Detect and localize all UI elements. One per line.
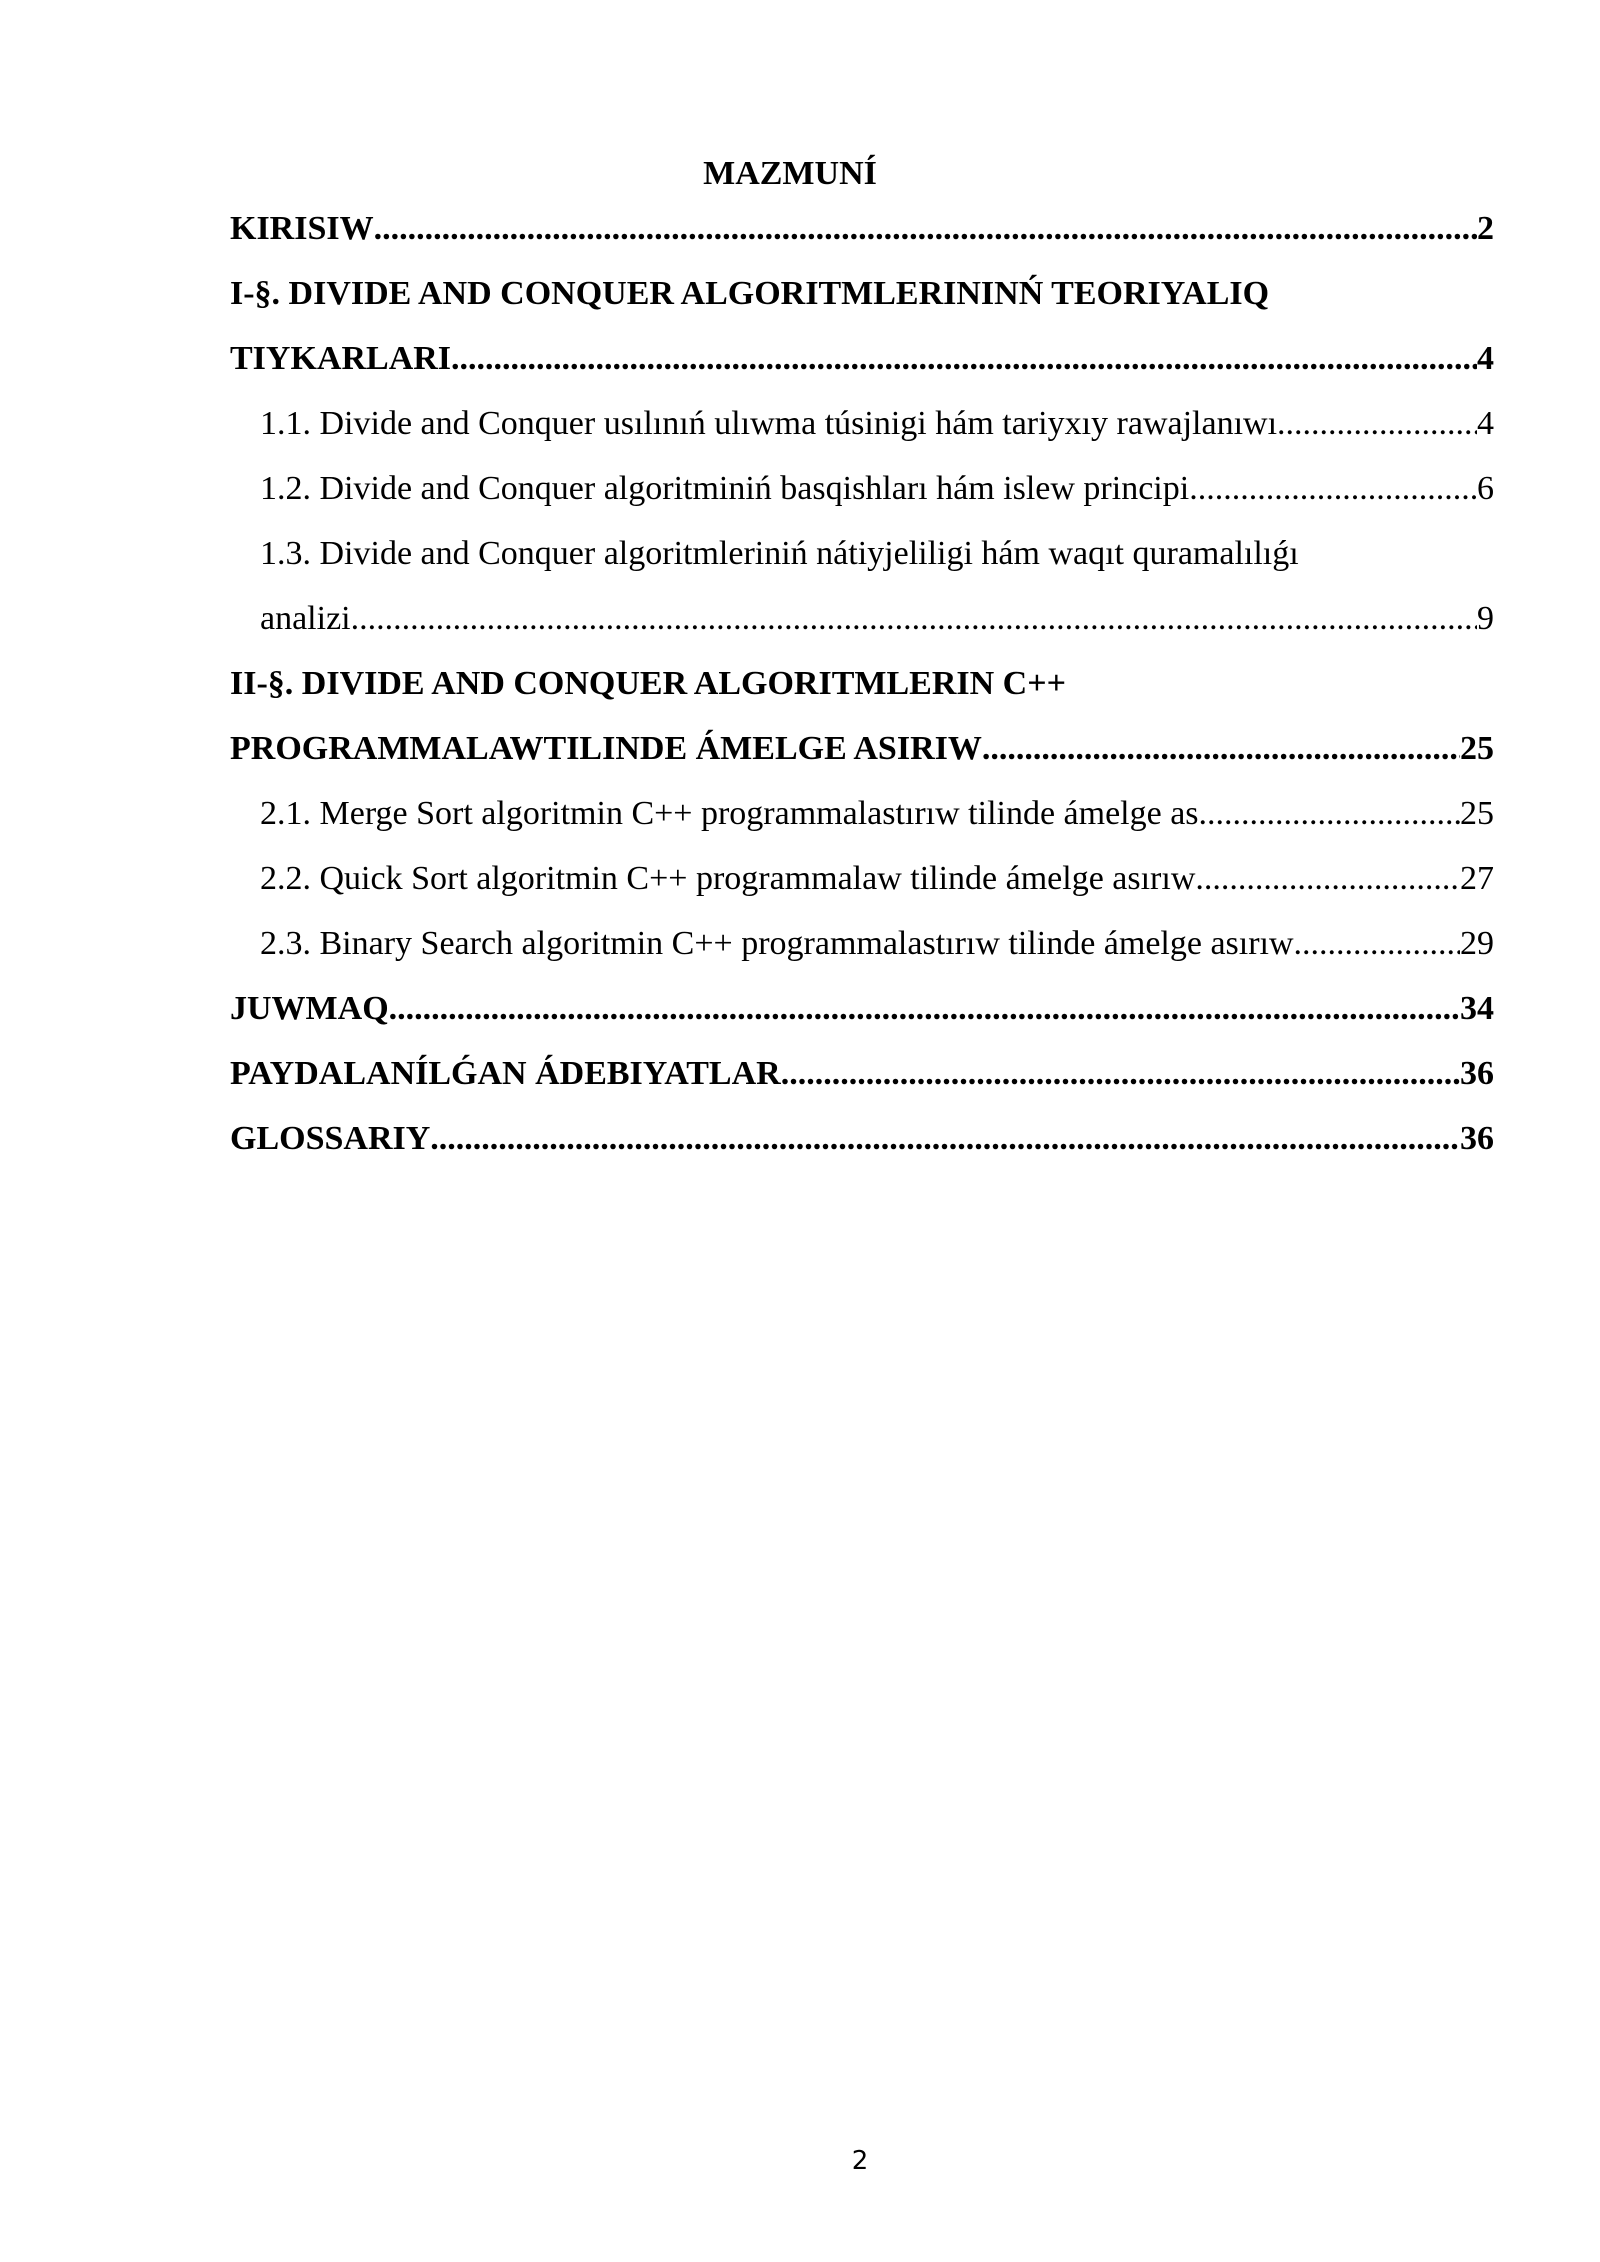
toc-entry-page: 34: [1460, 990, 1494, 1027]
toc-entry-page: 27: [1460, 860, 1494, 897]
toc-entry-page: 4: [1477, 405, 1494, 442]
toc-entry-text: 2.3. Binary Search algoritmin C++ programmalastırıw tilinde ámelge asırıw: [260, 925, 1294, 962]
toc-entry-page: 4: [1477, 340, 1494, 377]
toc-leader-dots: [451, 326, 1477, 391]
toc-entry-text: TIYKARLARI: [230, 340, 452, 377]
toc-leader-dots: [351, 586, 1477, 651]
toc-entry-section-2-3[interactable]: [230, 911, 1494, 976]
table-of-contents: [230, 196, 1494, 1171]
toc-entry-conclusion[interactable]: [230, 976, 1494, 1041]
toc-entry-chapter-2-line-1[interactable]: [230, 651, 1494, 716]
toc-leader-dots: [1189, 456, 1477, 521]
toc-entry-page: 29: [1460, 925, 1494, 962]
toc-entry-text: analizi: [260, 600, 351, 637]
toc-entry-text: JUWMAQ: [230, 990, 389, 1027]
toc-entry-section-1-3-line-1[interactable]: [230, 521, 1494, 586]
toc-entry-text: 1.3. Divide and Conquer algoritmleriniń nátiyjeliligi hám waqıt quramalılıǵı: [260, 535, 1299, 572]
toc-entry-page: 36: [1460, 1055, 1494, 1092]
toc-entry-page: 9: [1477, 600, 1494, 637]
toc-entry-text: 2.2. Quick Sort algoritmin C++ programmalaw tilinde ámelge asırıw: [260, 860, 1196, 897]
toc-entry-chapter-1-line-1[interactable]: [230, 261, 1494, 326]
toc-leader-dots: [781, 1041, 1460, 1106]
toc-entry-text: KIRISIW: [230, 210, 374, 247]
toc-entry-text: PAYDALANÍLǴAN ÁDEBIYATLAR: [230, 1055, 781, 1092]
toc-leader-dots: [1199, 781, 1460, 846]
toc-entry-text: II-§. DIVIDE AND CONQUER ALGORITMLERIN C++: [230, 665, 1066, 702]
toc-entry-text: I-§. DIVIDE AND CONQUER ALGORITMLERININŃ TEORIYALIQ: [230, 275, 1270, 312]
toc-entry-page: 25: [1460, 795, 1494, 832]
toc-entry-references[interactable]: [230, 1041, 1494, 1106]
toc-entry-page: 36: [1460, 1120, 1494, 1157]
toc-entry-chapter-2-line-2[interactable]: [230, 716, 1494, 781]
toc-leader-dots: [374, 196, 1477, 261]
toc-entry-section-2-2[interactable]: [230, 846, 1494, 911]
toc-leader-dots: [430, 1106, 1460, 1171]
toc-entry-section-1-2[interactable]: [230, 456, 1494, 521]
toc-leader-dots: [1195, 846, 1460, 911]
page-number: 2: [851, 2146, 869, 2176]
toc-leader-dots: [982, 716, 1460, 781]
toc-entry-text: PROGRAMMALAWTILINDE ÁMELGE ASIRIW: [230, 730, 982, 767]
toc-entry-section-2-1[interactable]: [230, 781, 1494, 846]
toc-entry-text: 2.1. Merge Sort algoritmin C++ programmalastırıw tilinde ámelge as: [260, 795, 1199, 832]
toc-leader-dots: [389, 976, 1460, 1041]
toc-entry-section-1-3-line-2[interactable]: [230, 586, 1494, 651]
toc-entry-introduction[interactable]: [230, 196, 1494, 261]
toc-entry-page: 25: [1460, 730, 1494, 767]
toc-entry-page: 6: [1477, 470, 1494, 507]
toc-leader-dots: [1294, 911, 1460, 976]
toc-entry-section-1-1[interactable]: [230, 391, 1494, 456]
toc-title: MAZMUNÍ: [703, 155, 877, 192]
toc-entry-glossary[interactable]: [230, 1106, 1494, 1171]
toc-entry-text: 1.1. Divide and Conquer usılınıń ulıwma túsinigi hám tariyxıy rawajlanıwı: [260, 405, 1278, 442]
toc-leader-dots: [1277, 391, 1477, 456]
toc-entry-chapter-1-line-2[interactable]: [230, 326, 1494, 391]
toc-entry-text: 1.2. Divide and Conquer algoritminiń basqishları hám islew principi: [260, 470, 1190, 507]
toc-entry-page: 2: [1477, 210, 1494, 247]
toc-entry-text: GLOSSARIY: [230, 1120, 431, 1157]
